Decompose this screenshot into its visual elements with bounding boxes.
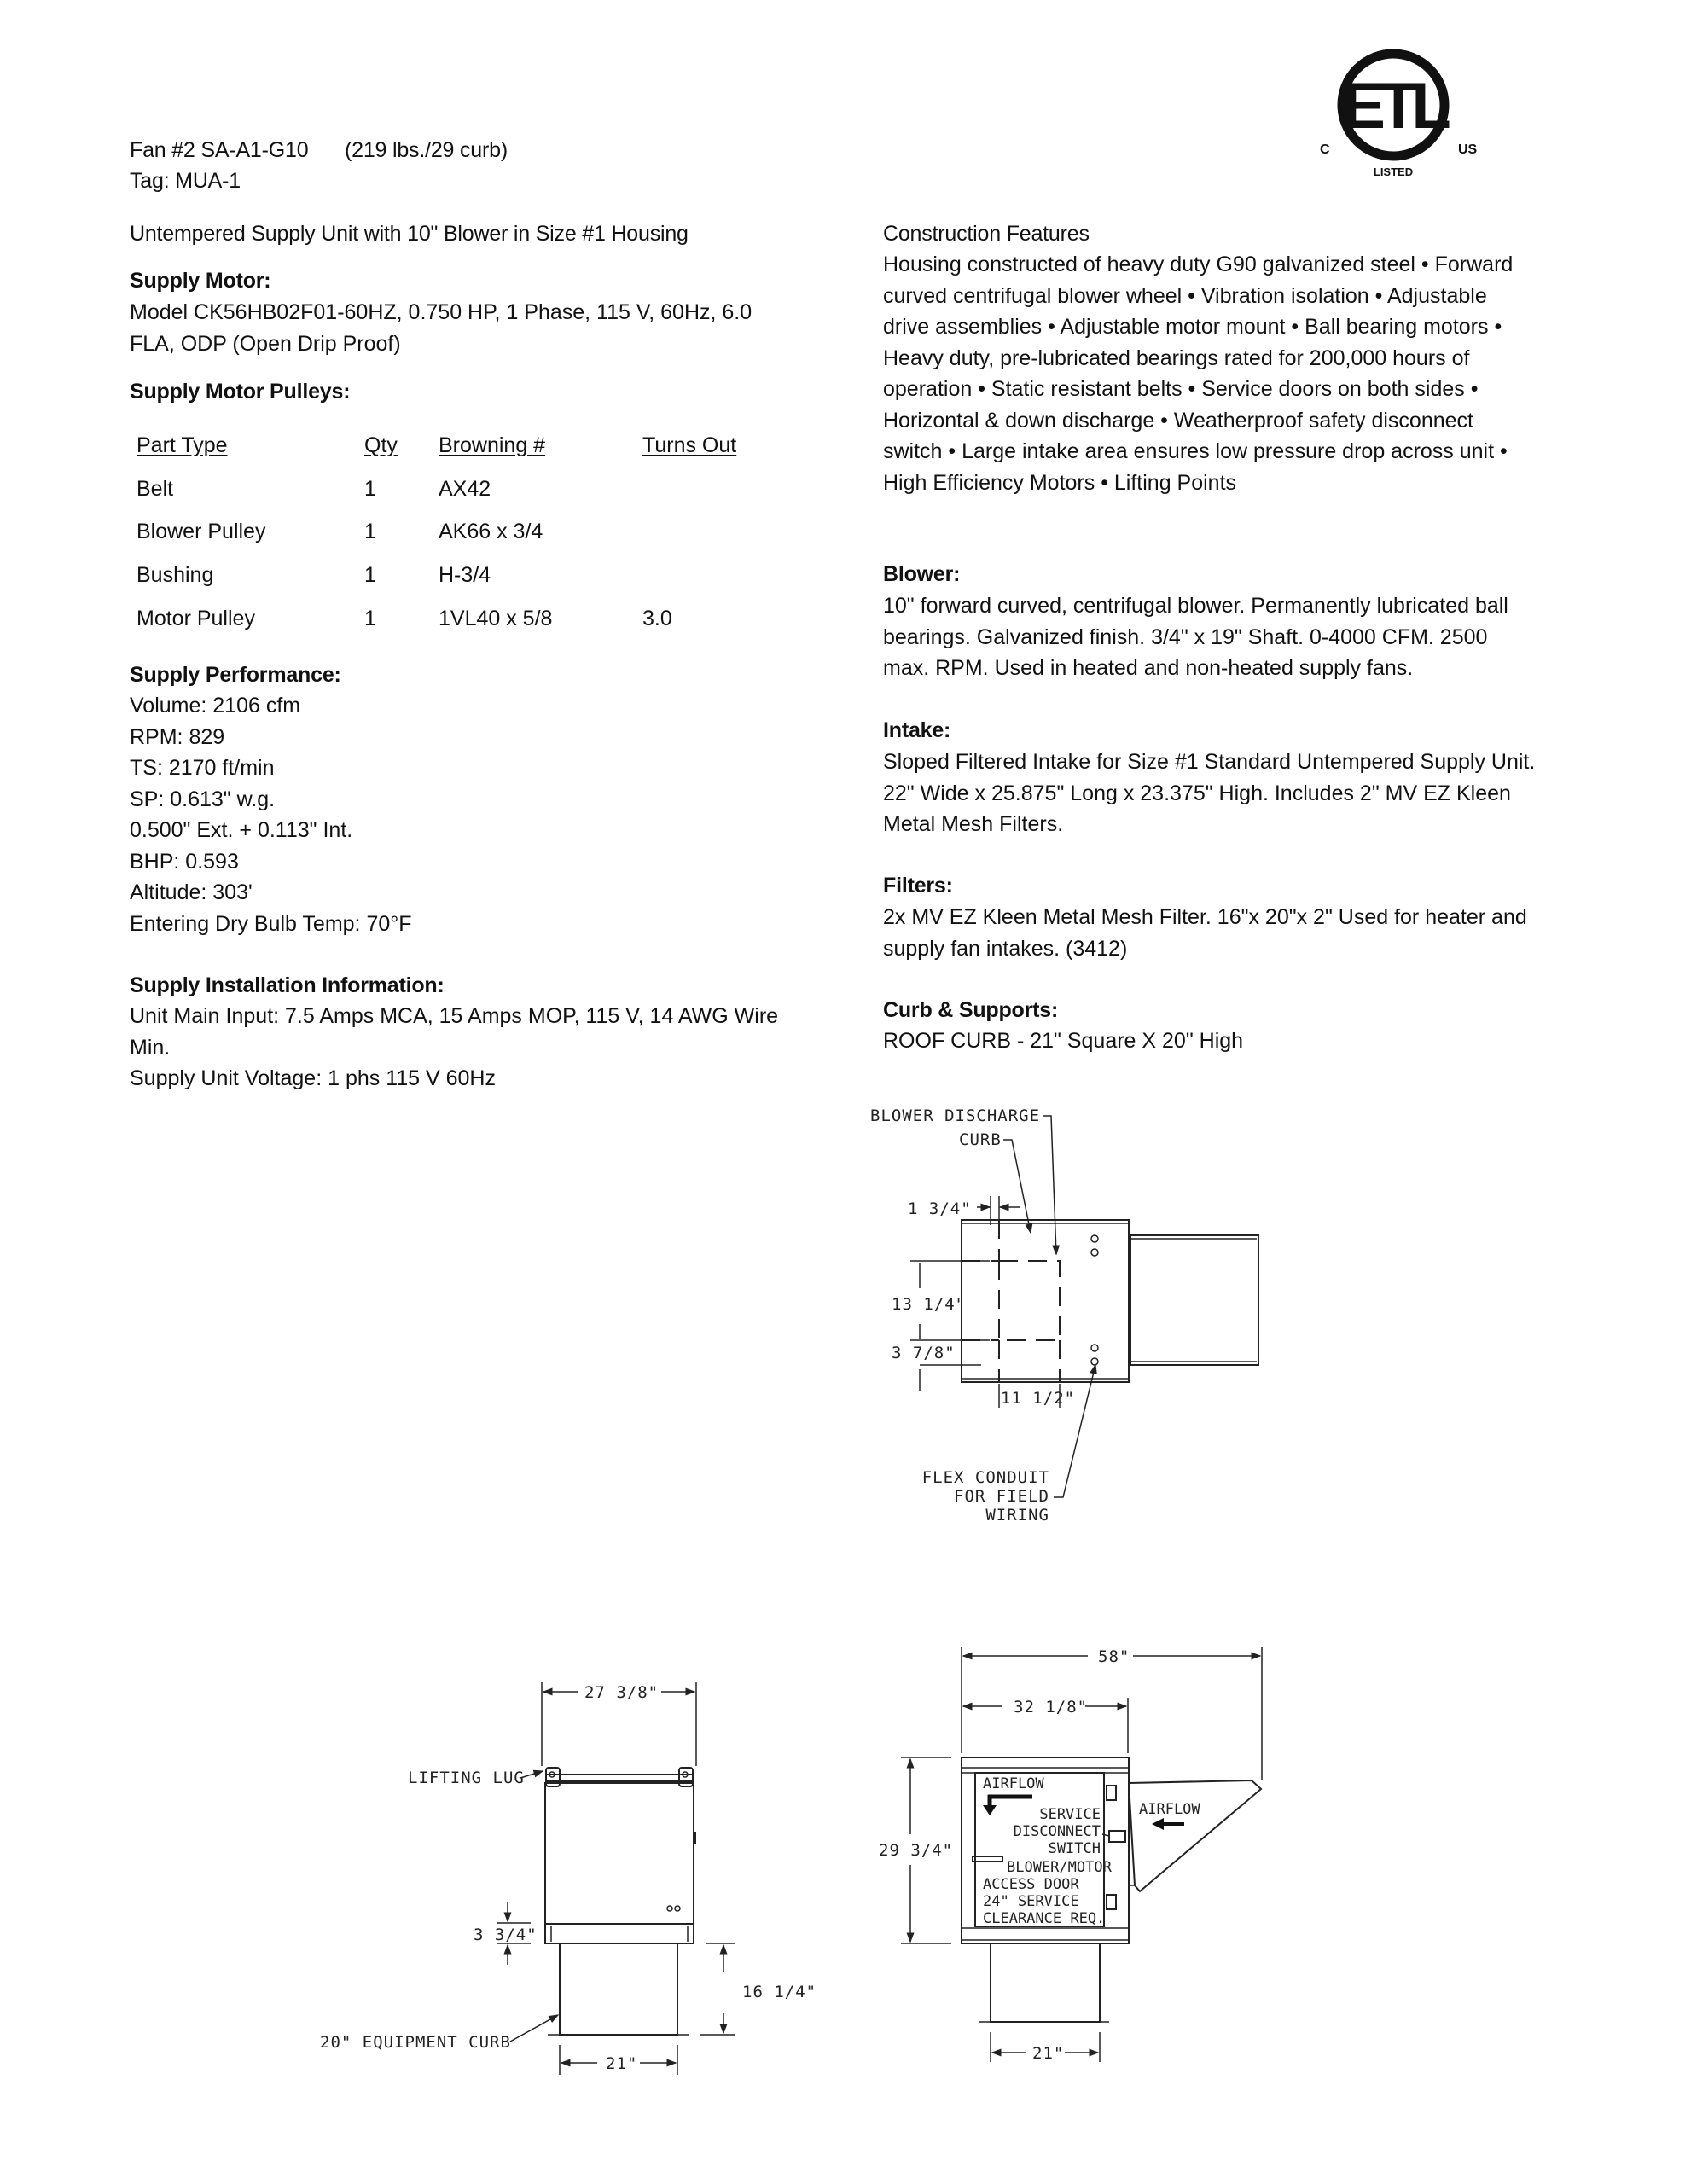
filters-line: supply fan intakes. (3412)	[883, 936, 1128, 961]
intake-line: Sloped Filtered Intake for Size #1 Standard Untempered Supply Unit.	[883, 750, 1536, 774]
construction-line: operation • Static resistant belts • Service doors on both sides •	[883, 377, 1479, 401]
performance-line: BHP: 0.593	[130, 849, 239, 874]
cell-browning: H-3/4	[439, 563, 491, 588]
performance-line: Entering Dry Bulb Temp: 70°F	[130, 911, 412, 936]
curb-line: ROOF CURB - 21" Square X 20" High	[883, 1029, 1244, 1053]
cell-qty: 1	[364, 476, 376, 501]
access-door-label: BLOWER/MOTOR	[1007, 1859, 1112, 1876]
curb-heading: Curb & Supports:	[883, 998, 1059, 1022]
access-door-label: CLEARANCE REQ.	[983, 1910, 1106, 1927]
supply-motor-line: Model CK56HB02F01-60HZ, 0.750 HP, 1 Phase, 115 V, 60Hz, 6.0	[130, 300, 753, 324]
front-view-drawing	[879, 1647, 1262, 2063]
cell-turns-out: 3.0	[642, 606, 672, 630]
column-turns-out: Turns Out	[642, 433, 737, 457]
intake-line: Metal Mesh Filters.	[883, 812, 1064, 836]
performance-line: SP: 0.613" w.g.	[130, 787, 276, 811]
cell-part-type: Belt	[137, 476, 174, 501]
flex-conduit-label: FLEX CONDUIT	[921, 1468, 1049, 1487]
performance-line: Altitude: 303'	[130, 880, 253, 904]
top-view-drawing	[870, 1107, 1258, 1525]
filters-heading: Filters:	[883, 874, 953, 897]
curb-label: CURB	[959, 1130, 1002, 1149]
blower-line: max. RPM. Used in heated and non-heated supply fans.	[883, 656, 1414, 680]
fan-id: Fan #2 SA-A1-G10	[130, 138, 309, 162]
fan-weight: (219 lbs./29 curb)	[345, 138, 508, 162]
unit-description: Untempered Supply Unit with 10" Blower in Size #1 Housing	[130, 222, 689, 246]
intake-line: 22" Wide x 25.875" Long x 23.375" High. Includes 2" MV EZ Kleen	[883, 781, 1511, 805]
construction-line: drive assemblies • Adjustable motor mount • Ball bearing motors •	[883, 315, 1502, 339]
installation-heading: Supply Installation Information:	[130, 973, 445, 997]
construction-line: Heavy duty, pre-lubricated bearings rated for 200,000 hours of	[883, 346, 1470, 370]
performance-line: TS: 2170 ft/min	[130, 756, 275, 780]
cell-part-type: Motor Pulley	[137, 606, 255, 630]
cell-part-type: Blower Pulley	[137, 520, 266, 544]
cell-part-type: Bushing	[137, 563, 214, 588]
service-disconnect-label: SWITCH	[1048, 1840, 1101, 1857]
intake-heading: Intake:	[883, 718, 951, 742]
side-view-drawing	[320, 1682, 816, 2075]
svg-text:ETL: ETL	[1342, 70, 1444, 142]
construction-heading: Construction Features	[883, 222, 1090, 246]
airflow-label: AIRFLOW	[983, 1775, 1044, 1792]
installation-line: Unit Main Input: 7.5 Amps MCA, 15 Amps MOP, 115 V, 14 AWG Wire	[130, 1004, 779, 1028]
cell-qty: 1	[364, 606, 376, 630]
construction-line: switch • Large intake area ensures low pressure drop across unit •	[883, 439, 1508, 463]
dim-58: 58"	[1098, 1647, 1130, 1666]
performance-line: Volume: 2106 cfm	[130, 694, 301, 717]
cell-browning: 1VL40 x 5/8	[439, 606, 553, 630]
flex-conduit-label: FOR FIELD	[954, 1487, 1049, 1506]
dim-3-7-8: 3 7/8"	[892, 1344, 956, 1362]
equipment-curb-label: 20" EQUIPMENT CURB	[320, 2033, 511, 2052]
dim-21-front: 21"	[1032, 2044, 1065, 2063]
construction-line: curved centrifugal blower wheel • Vibration isolation • Adjustable	[883, 283, 1487, 308]
dim-11-1-2: 11 1/2"	[1001, 1389, 1076, 1408]
etl-listed-logo	[1320, 54, 1478, 178]
dim-29-3-4: 29 3/4"	[879, 1841, 954, 1860]
lifting-lug-label: LIFTING LUG	[408, 1769, 525, 1787]
performance-heading: Supply Performance:	[130, 663, 341, 687]
construction-line: Housing constructed of heavy duty G90 galvanized steel • Forward	[883, 253, 1514, 276]
intake-airflow-label: AIRFLOW	[1139, 1801, 1200, 1818]
filters-line: 2x MV EZ Kleen Metal Mesh Filter. 16"x 20"x 2" Used for heater and	[883, 905, 1527, 929]
pulleys-heading: Supply Motor Pulleys:	[130, 380, 351, 404]
dim-1-3-4: 1 3/4"	[908, 1199, 972, 1218]
cell-qty: 1	[364, 563, 376, 588]
dim-13-1-4: 13 1/4"	[892, 1295, 967, 1314]
flex-conduit-label: WIRING	[985, 1506, 1049, 1525]
supply-motor-line: FLA, ODP (Open Drip Proof)	[130, 331, 401, 356]
installation-line: Supply Unit Voltage: 1 phs 115 V 60Hz	[130, 1066, 496, 1090]
column-browning: Browning #	[439, 433, 546, 457]
blower-heading: Blower:	[883, 562, 961, 586]
dim-27-3-8: 27 3/8"	[584, 1683, 660, 1702]
column-qty: Qty	[364, 433, 398, 457]
svg-text:LISTED: LISTED	[1373, 166, 1414, 178]
svg-text:C: C	[1320, 142, 1330, 157]
dim-32-1-8: 32 1/8"	[1014, 1698, 1089, 1716]
performance-line: 0.500" Ext. + 0.113" Int.	[130, 818, 353, 842]
blower-line: 10" forward curved, centrifugal blower. Permanently lubricated ball	[883, 594, 1508, 618]
service-disconnect-label: DISCONNECT	[1013, 1823, 1101, 1840]
construction-line: High Efficiency Motors • Lifting Points	[883, 470, 1237, 495]
dim-16-1-4: 16 1/4"	[742, 1983, 817, 2001]
construction-line: Horizontal & down discharge • Weatherproof safety disconnect	[883, 408, 1473, 433]
access-door-label: ACCESS DOOR	[983, 1876, 1079, 1893]
supply-motor-heading: Supply Motor:	[130, 269, 271, 293]
column-part-type: Part Type	[137, 433, 228, 457]
dim-21: 21"	[606, 2054, 638, 2073]
access-door-label: 24" SERVICE	[983, 1893, 1079, 1910]
svg-text:US: US	[1458, 142, 1478, 157]
installation-line: Min.	[130, 1035, 171, 1060]
performance-line: RPM: 829	[130, 724, 225, 749]
tag: Tag: MUA-1	[130, 169, 241, 193]
service-disconnect-label: SERVICE	[1039, 1806, 1101, 1823]
cell-qty: 1	[364, 520, 376, 544]
blower-discharge-label: BLOWER DISCHARGE	[870, 1107, 1041, 1125]
dim-3-3-4: 3 3/4"	[474, 1926, 538, 1944]
blower-line: bearings. Galvanized finish. 3/4" x 19" Shaft. 0-4000 CFM. 2500	[883, 624, 1488, 649]
cell-browning: AX42	[439, 476, 491, 501]
cell-browning: AK66 x 3/4	[439, 520, 543, 544]
